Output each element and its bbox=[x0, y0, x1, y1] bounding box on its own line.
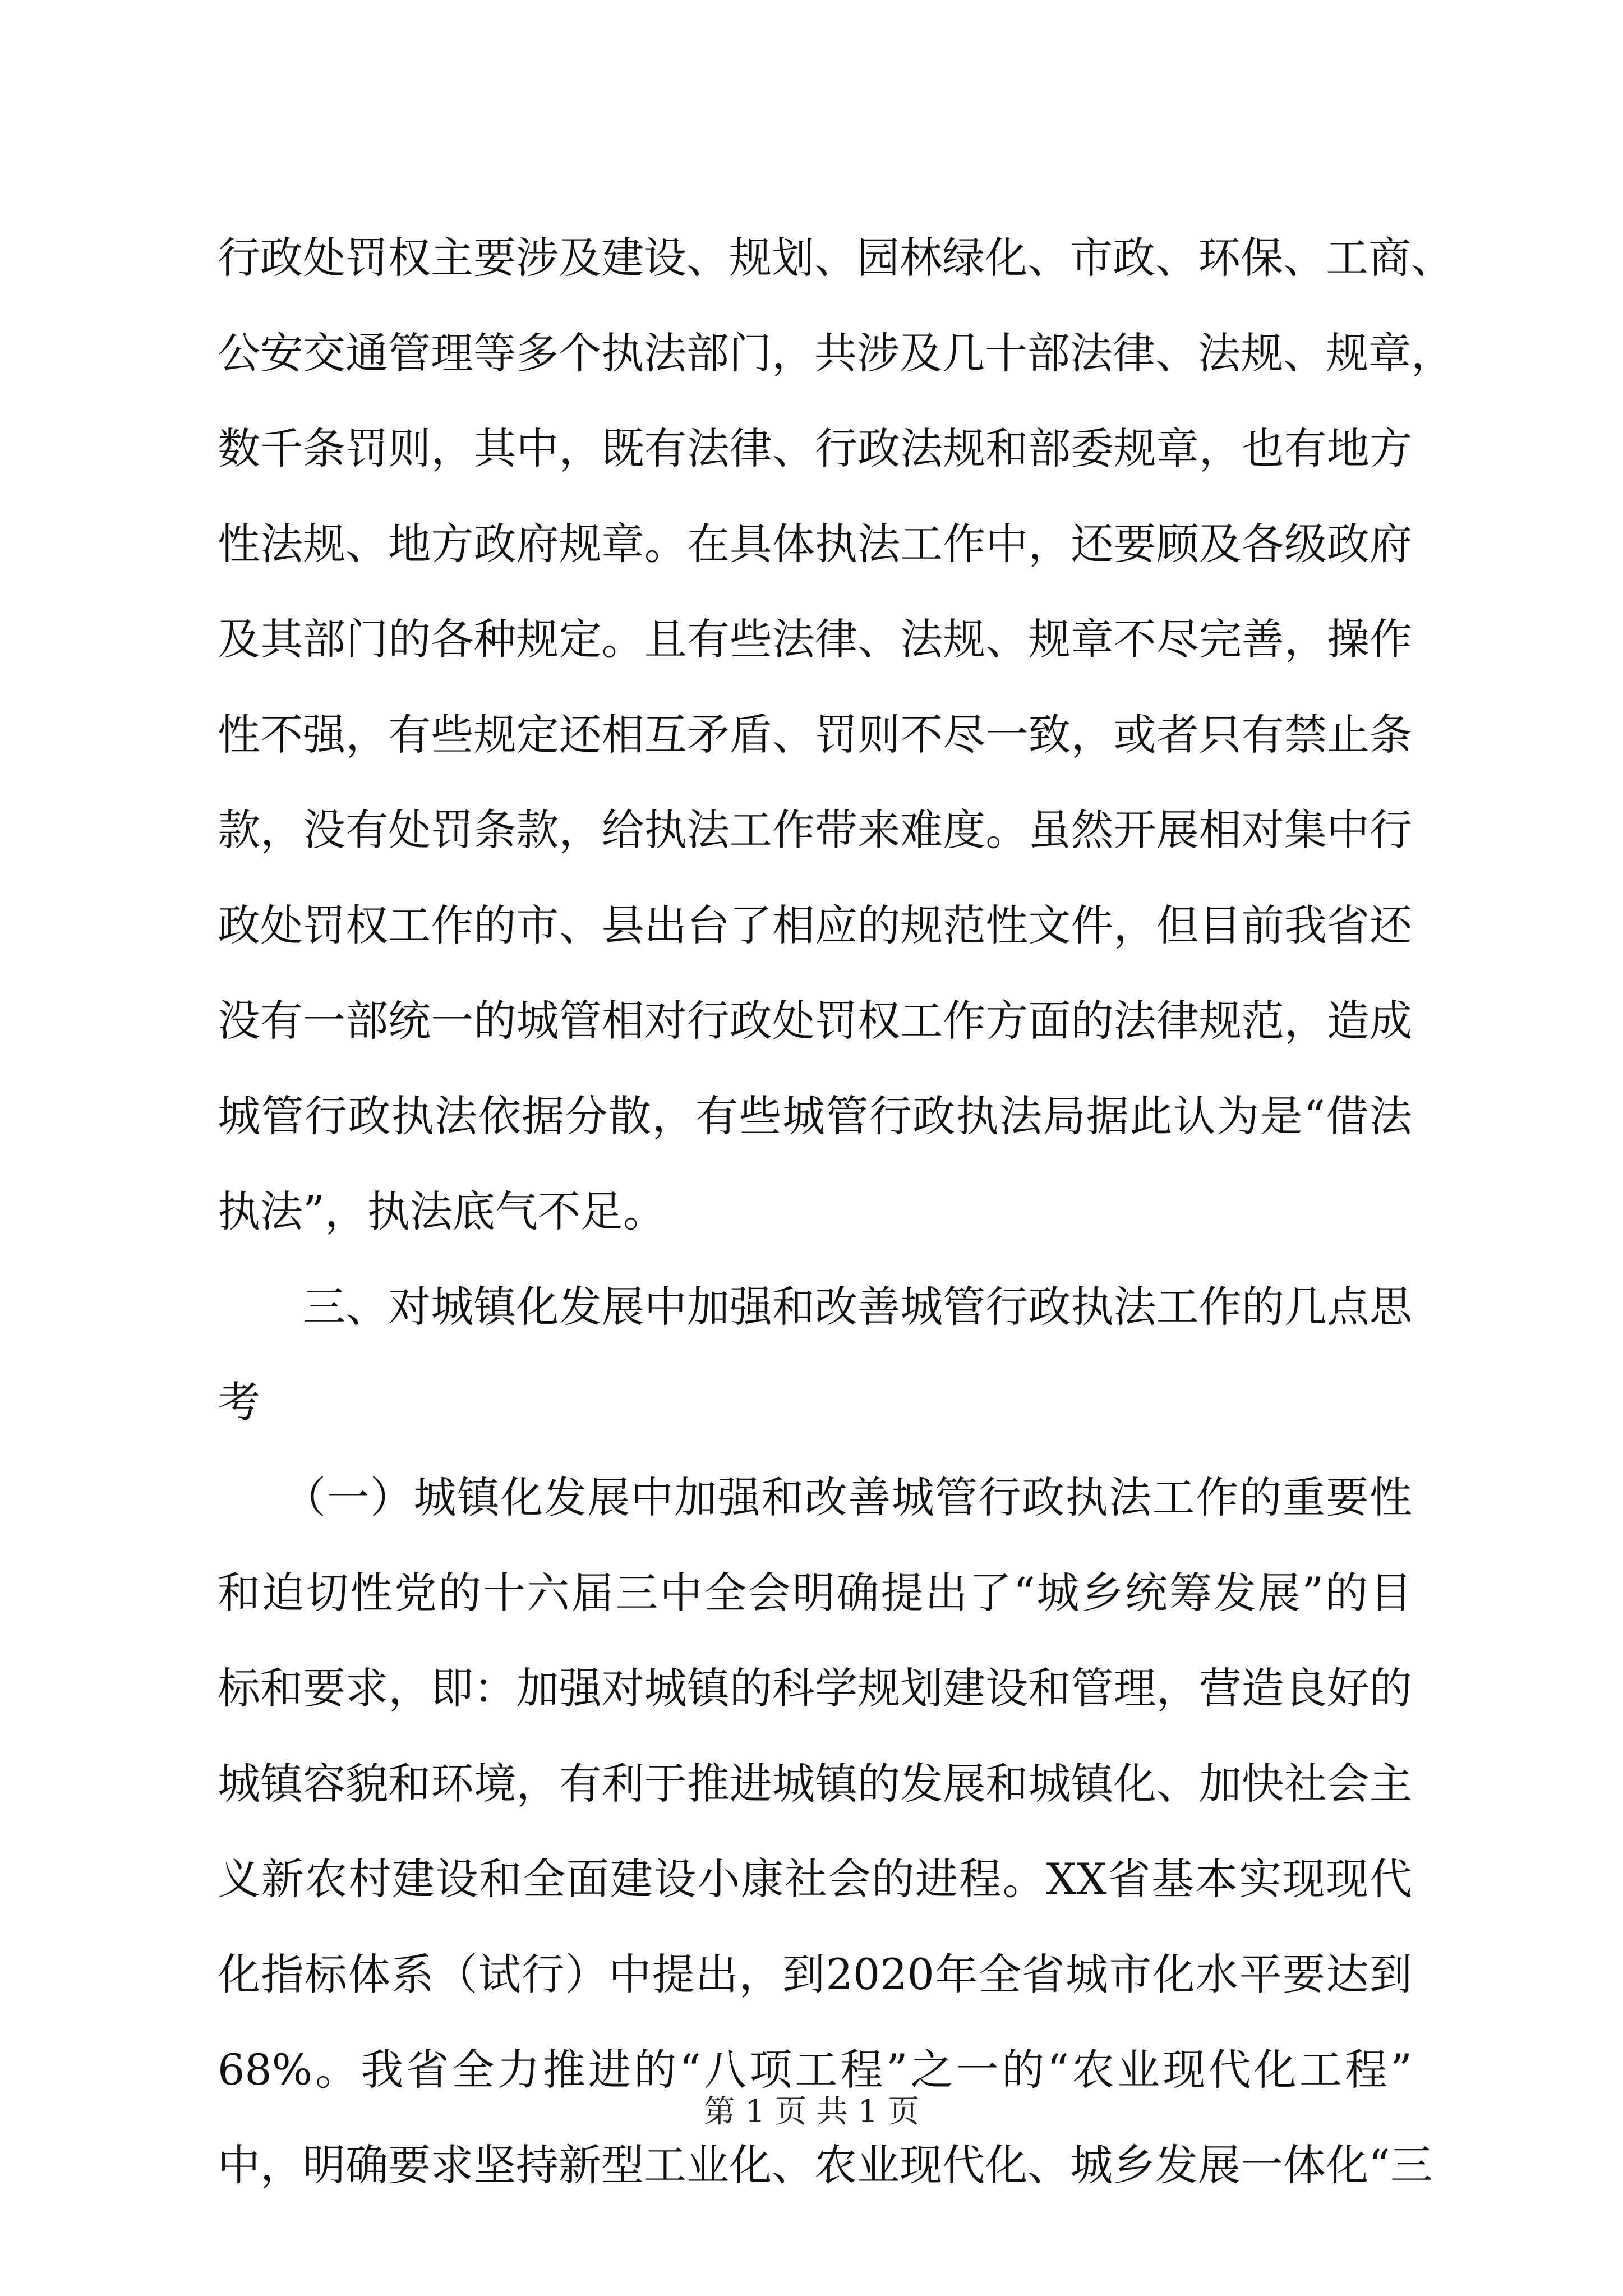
body-text bbox=[218, 210, 1454, 2213]
text-line: 城管行政执法依据分散，有些城管行政执法局据此认为是“借法 bbox=[218, 1091, 1412, 1141]
text-line: 义新农村建设和全面建设小康社会的进程。XX省基本实现现代 bbox=[218, 1854, 1412, 1904]
text-line: 数千条罚则，其中，既有法律、行政法规和部委规章，也有地方 bbox=[218, 424, 1412, 473]
text-line: 性法规、地方政府规章。在具体执法工作中，还要顾及各级政府 bbox=[218, 519, 1412, 569]
text-line: 性不强，有些规定还相互矛盾、罚则不尽一致，或者只有禁止条 bbox=[218, 710, 1412, 760]
text-line: 68%。我省全力推进的“八项工程”之一的“农业现代化工程” bbox=[218, 2045, 1412, 2095]
text-line: 标和要求，即：加强对城镇的科学规划建设和管理，营造良好的 bbox=[218, 1663, 1412, 1713]
text-line: 款，没有处罚条款，给执法工作带来难度。虽然开展相对集中行 bbox=[218, 805, 1412, 855]
text-line: 考 bbox=[218, 1377, 260, 1427]
page-footer: 第 1 页 共 1 页 bbox=[703, 2093, 920, 2130]
text-line: 执法”，执法底气不足。 bbox=[218, 1186, 666, 1236]
text-line: 没有一部统一的城管相对行政处罚权工作方面的法律规范，造成 bbox=[218, 996, 1412, 1046]
text-line: 化指标体系（试行）中提出，到2020年全省城市化水平要达到 bbox=[218, 1949, 1412, 1999]
text-line: 和迫切性党的十六届三中全会明确提出了“城乡统筹发展”的目 bbox=[218, 1568, 1412, 1618]
text-line: 三、对城镇化发展中加强和改善城管行政执法工作的几点思 bbox=[218, 1282, 1412, 1332]
text-line: 政处罚权工作的市、县出台了相应的规范性文件，但目前我省还 bbox=[218, 900, 1412, 950]
text-line: 城镇容貌和环境，有利于推进城镇的发展和城镇化、加快社会主 bbox=[218, 1759, 1412, 1809]
text-line: （一）城镇化发展中加强和改善城管行政执法工作的重要性 bbox=[218, 1473, 1412, 1522]
text-line: 及其部门的各种规定。且有些法律、法规、规章不尽完善，操作 bbox=[218, 614, 1412, 664]
text-line: 公安交通管理等多个执法部门，共涉及几十部法律、法规、规章， bbox=[218, 328, 1454, 378]
text-line: 中，明确要求坚持新型工业化、农业现代化、城乡发展一体化“三 bbox=[218, 2140, 1433, 2190]
text-line: 行政处罚权主要涉及建设、规划、园林绿化、市政、环保、工商、 bbox=[218, 233, 1454, 283]
